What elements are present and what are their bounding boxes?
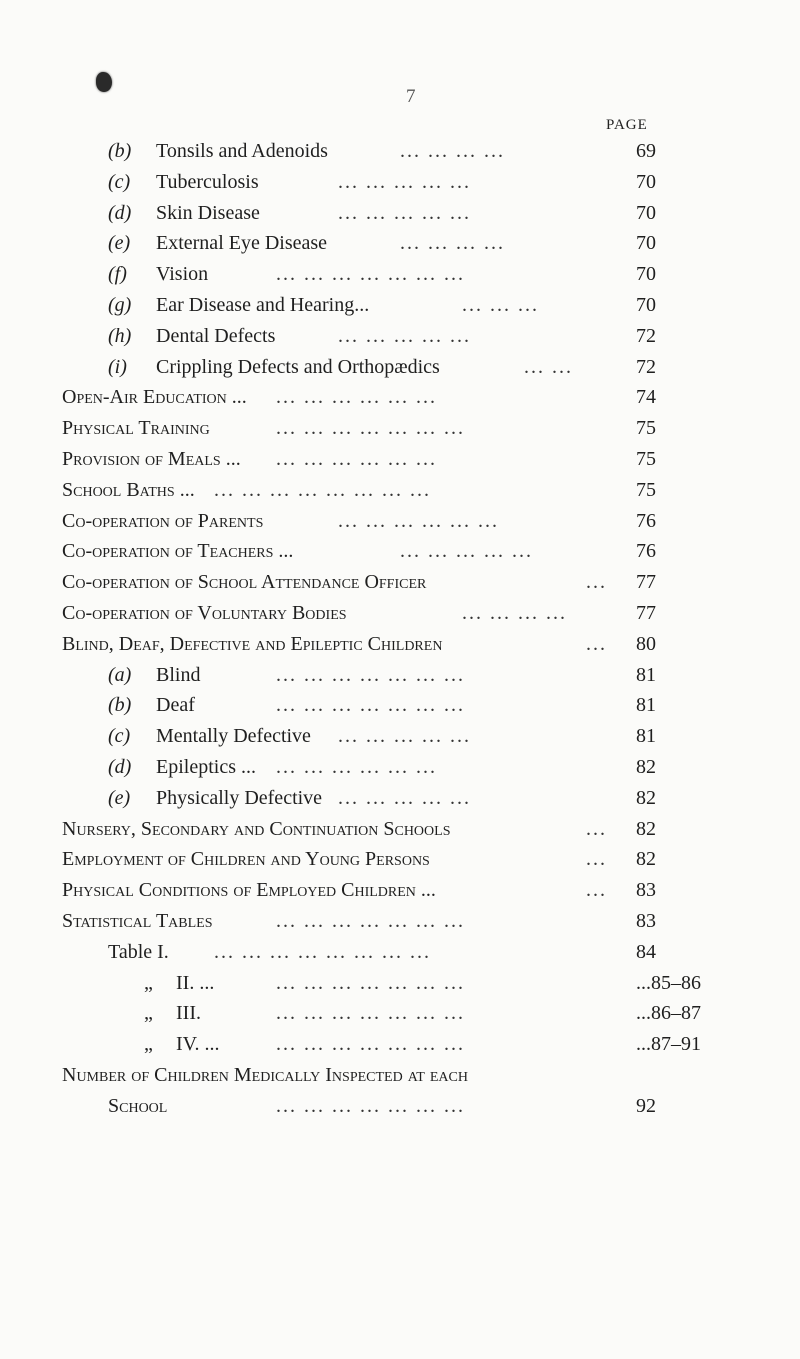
toc-section [0,540,800,571]
toc-section [0,510,800,541]
leader-dots: ... ... ... ... ... ... ... ... [214,478,431,501]
section-page: 83 [636,879,656,902]
folio-number: 7 [406,86,416,107]
entry-letter: (c) [108,725,131,748]
table-page: ...86–87 [636,1002,701,1025]
section-title: Nursery, Secondary and Continuation Schools [62,817,451,840]
entry-letter: (a) [108,663,132,686]
entry-title: External Eye Disease [156,232,328,255]
toc-entry [0,325,800,356]
entry-letter: (c) [108,170,131,193]
entry-letter: (b) [108,694,132,717]
table-title: IV. ... [176,1033,220,1056]
entry-page: 81 [636,694,656,717]
toc-table-entry [0,941,800,972]
toc-section [0,448,800,479]
leader-dots: ... ... ... ... ... [338,201,471,224]
toc-entry [0,725,800,756]
leader-dots: ... ... ... ... ... [338,170,471,193]
toc-entry [0,356,800,387]
section-page: 83 [636,909,656,932]
leader-dots: ... ... ... [462,293,539,316]
toc-section [0,848,800,879]
section-title-line1: Number of Children Medically Inspected at each [62,1063,468,1086]
toc-section [0,910,800,941]
section-title-line2: School [108,1094,168,1117]
toc-section [0,386,800,417]
leader-dots: ... ... ... ... ... ... ... [276,909,465,932]
entry-page: 72 [636,355,656,378]
toc-section [0,602,800,633]
section-title: Provision of Meals ... [62,447,241,470]
leader-dots: ... [586,817,607,840]
toc-entry [0,756,800,787]
entry-letter: (i) [108,355,127,378]
section-title: Co-operation of Voluntary Bodies [62,601,347,624]
section-title: School Baths ... [62,478,195,501]
toc-entry [0,294,800,325]
ditto-mark: „ [144,1002,153,1025]
entry-letter: (e) [108,786,131,809]
leader-dots: ... ... ... ... ... ... ... [276,417,465,440]
entry-page: 72 [636,324,656,347]
entry-page: 82 [636,755,656,778]
section-page: 80 [636,632,656,655]
leader-dots: ... ... ... ... ... ... ... [276,694,465,717]
section-title: Statistical Tables [62,909,213,932]
leader-dots: ... ... ... ... ... ... ... [276,263,465,286]
leader-dots: ... ... ... ... ... ... ... [276,1094,465,1117]
toc-entry [0,232,800,263]
leader-dots: ... ... ... ... [462,601,567,624]
leader-dots: ... ... ... ... [400,140,505,162]
leader-dots: ... ... ... ... ... ... [276,386,437,409]
toc-section [0,417,800,448]
entry-page: 70 [636,263,656,286]
leader-dots: ... ... ... ... ... ... [276,755,437,778]
toc-entry [0,202,800,233]
leader-dots: ... [586,879,607,902]
section-page: 75 [636,447,656,470]
entry-letter: (d) [108,755,132,778]
toc-table-entry [0,1002,800,1033]
toc-entry [0,664,800,695]
section-page: 74 [636,386,656,409]
toc-entry [0,694,800,725]
toc-entry [0,171,800,202]
leader-dots: ... ... ... ... ... ... ... [276,663,465,686]
table-title: II. ... [176,971,215,994]
toc-entry [0,787,800,818]
leader-dots: ... [586,848,607,871]
entry-letter: (f) [108,263,127,286]
section-title: Co-operation of Teachers ... [62,540,294,563]
entry-letter: (h) [108,324,132,347]
section-page: 82 [636,848,656,871]
toc-section [0,1064,800,1095]
toc-section [0,571,800,602]
ditto-mark: „ [144,971,153,994]
leader-dots: ... ... ... ... ... [338,786,471,809]
toc-section-continued [0,1095,800,1126]
leader-dots: ... ... ... ... [400,232,505,255]
leader-dots: ... ... ... ... ... ... ... [276,971,465,994]
leader-dots: ... ... ... ... ... [338,324,471,347]
leader-dots: ... ... [524,355,573,378]
entry-letter: (g) [108,293,132,316]
entry-page: 70 [636,232,656,255]
toc-entry [0,263,800,294]
leader-dots: ... ... ... ... ... ... ... [276,1033,465,1056]
entry-page: 81 [636,725,656,748]
entry-title: Tonsils and Adenoids [156,140,328,162]
table-of-contents [0,140,800,1126]
leader-dots: ... ... ... ... ... ... ... ... [214,940,431,963]
entry-title: Tuberculosis [156,170,259,193]
section-title: Physical Conditions of Employed Children ... [62,879,436,902]
entry-title: Vision [156,263,209,286]
entry-title: Physically Defective [156,786,323,809]
leader-dots: ... [586,632,607,655]
toc-entry [0,140,800,171]
page-column-label: PAGE [606,117,648,133]
leader-dots: ... [586,571,607,594]
leader-dots: ... ... ... ... ... ... [276,447,437,470]
entry-page: 82 [636,786,656,809]
section-title: Open-Air Education ... [62,386,247,409]
table-page: ...85–86 [636,971,701,994]
section-page: 75 [636,478,656,501]
entry-title: Dental Defects [156,324,276,347]
toc-section [0,879,800,910]
section-title: Co-operation of Parents [62,509,264,532]
section-title: Employment of Children and Young Persons [62,848,430,871]
entry-page: 70 [636,201,656,224]
table-page: 84 [636,940,656,963]
entry-page: 70 [636,293,656,316]
table-title: III. [176,1002,201,1025]
entry-page: 69 [636,140,656,162]
entry-letter: (e) [108,232,131,255]
entry-letter: (d) [108,201,132,224]
section-title: Physical Training [62,417,210,440]
section-title: Blind, Deaf, Defective and Epileptic Children [62,632,443,655]
section-title: Co-operation of School Attendance Officer [62,571,427,594]
toc-section [0,633,800,664]
entry-page: 70 [636,170,656,193]
leader-dots: ... ... ... ... ... [338,725,471,748]
table-page: ...87–91 [636,1033,701,1056]
entry-page: 81 [636,663,656,686]
toc-section [0,818,800,849]
entry-title: Deaf [156,694,195,717]
entry-title: Blind [156,663,201,686]
ink-blot [96,72,112,92]
section-page: 76 [636,540,656,563]
leader-dots: ... ... ... ... ... ... ... [276,1002,465,1025]
toc-table-entry [0,972,800,1003]
section-page: 92 [636,1094,656,1117]
entry-title: Epileptics ... [156,755,256,778]
section-page: 82 [636,817,656,840]
entry-title: Skin Disease [156,201,260,224]
table-title: Table I. [108,940,169,963]
toc-table-entry [0,1033,800,1064]
entry-letter: (b) [108,140,132,162]
leader-dots: ... ... ... ... ... ... [338,509,499,532]
section-page: 77 [636,571,656,594]
entry-title: Ear Disease and Hearing... [156,293,370,316]
section-page: 77 [636,601,656,624]
toc-section [0,479,800,510]
section-page: 75 [636,417,656,440]
entry-title: Mentally Defective [156,725,311,748]
ditto-mark: „ [144,1033,153,1056]
leader-dots: ... ... ... ... ... [400,540,533,563]
entry-title: Crippling Defects and Orthopædics [156,355,440,378]
section-page: 76 [636,509,656,532]
